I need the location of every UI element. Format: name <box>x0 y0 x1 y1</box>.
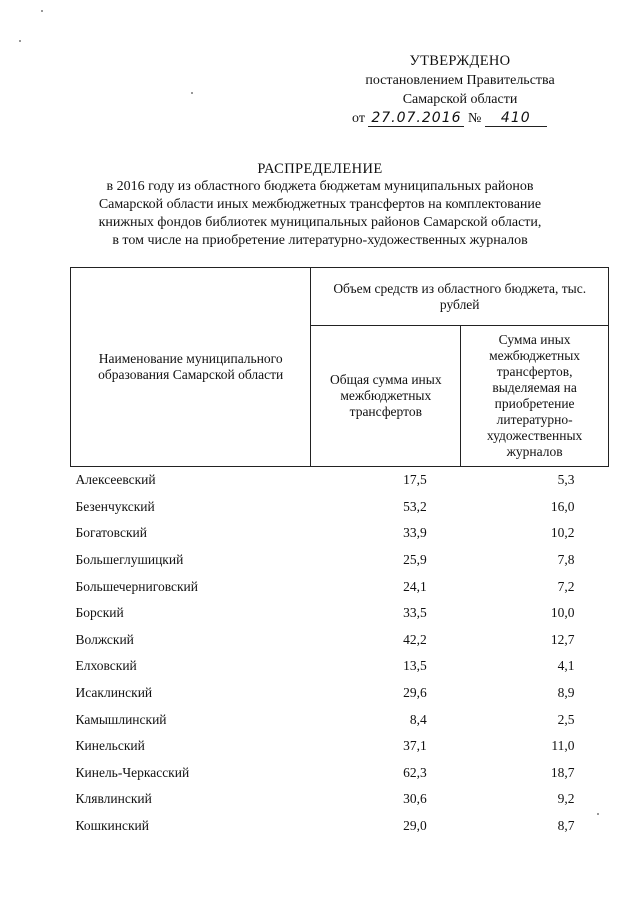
table-row <box>71 520 609 547</box>
title-line-4: в том числе на приобретение литературно-художественных журналов <box>112 233 528 248</box>
district-name: Исаклинский <box>75 685 153 701</box>
approval-date-line <box>330 109 590 128</box>
total-amount: 30,6 <box>403 791 427 807</box>
number-label: № <box>467 111 482 126</box>
approval-title: УТВЕРЖДЕНО <box>409 53 511 69</box>
table-row <box>71 573 609 600</box>
district-name: Елховский <box>75 658 137 674</box>
header-volume: Объем средств из областного бюджета, тыс. рублей <box>311 268 609 326</box>
approval-block <box>330 52 590 128</box>
table-row <box>71 600 609 627</box>
district-name: Алексеевский <box>75 472 156 488</box>
title-line-2: Самарской области иных межбюджетных трансфертов на комплектование <box>98 197 542 212</box>
magazines-amount: 8,9 <box>557 685 575 701</box>
magazines-amount: 10,2 <box>550 525 575 541</box>
handwritten-date: 27.07.2016 <box>368 111 464 127</box>
total-amount: 25,9 <box>403 552 427 568</box>
approval-by-line: постановлением Правительства <box>365 73 555 88</box>
approval-region-line: Самарской области <box>402 92 518 107</box>
total-amount: 33,9 <box>403 525 427 541</box>
table-row <box>71 467 609 494</box>
district-name: Кошкинский <box>75 818 149 834</box>
table-row <box>71 627 609 654</box>
magazines-amount: 8,7 <box>557 818 575 834</box>
total-amount: 42,2 <box>403 631 427 647</box>
table-row <box>71 813 609 840</box>
table-row <box>71 680 609 707</box>
magazines-amount: 4,1 <box>557 658 575 674</box>
district-name: Богатовский <box>75 525 147 541</box>
magazines-amount: 9,2 <box>557 791 575 807</box>
magazines-amount: 7,2 <box>557 578 575 594</box>
district-name: Кинельский <box>75 738 145 754</box>
total-amount: 24,1 <box>403 578 427 594</box>
scan-speck <box>191 92 193 94</box>
title-line-1: в 2016 году из областного бюджета бюджетам муниципальных районов <box>106 179 534 194</box>
header-total: Общая сумма иных межбюджетных трансфертов <box>311 326 461 467</box>
magazines-amount: 18,7 <box>550 764 575 780</box>
document-title <box>60 160 580 250</box>
magazines-amount: 12,7 <box>550 631 575 647</box>
magazines-amount: 10,0 <box>550 605 575 621</box>
table-row <box>71 786 609 813</box>
district-name: Камышлинский <box>75 711 167 727</box>
magazines-amount: 2,5 <box>557 711 575 727</box>
district-name: Большеглушицкий <box>75 552 184 568</box>
table-row <box>71 653 609 680</box>
district-name: Клявлинский <box>75 791 152 807</box>
total-amount: 17,5 <box>403 472 427 488</box>
table-row <box>71 733 609 760</box>
scan-speck <box>19 40 21 42</box>
total-amount: 29,0 <box>403 818 427 834</box>
magazines-amount: 11,0 <box>551 738 575 754</box>
total-amount: 33,5 <box>403 605 427 621</box>
magazines-amount: 5,3 <box>557 472 575 488</box>
magazines-amount: 7,8 <box>557 552 575 568</box>
distribution-table <box>70 267 609 839</box>
header-name: Наименование муниципального образования Самарской области <box>71 268 311 467</box>
table-row <box>71 706 609 733</box>
total-amount: 29,6 <box>403 685 427 701</box>
scan-speck <box>41 10 43 12</box>
total-amount: 13,5 <box>403 658 427 674</box>
district-name: Безенчукский <box>75 498 155 514</box>
district-name: Борский <box>75 605 124 621</box>
table-row <box>71 547 609 574</box>
title-line-3: книжных фондов библиотек муниципальных районов Самарской области, <box>98 215 542 230</box>
table-row <box>71 760 609 787</box>
header-magazines: Сумма иных межбюджетных трансфертов, выделяемая на приобретение литературно-художественных журналов <box>461 326 609 467</box>
district-name: Большечерниговский <box>75 578 198 594</box>
title-heading: РАСПРЕДЕЛЕНИЕ <box>257 161 383 177</box>
magazines-amount: 16,0 <box>550 498 575 514</box>
handwritten-number: 410 <box>485 111 547 127</box>
total-amount: 37,1 <box>403 738 427 754</box>
total-amount: 53,2 <box>403 498 427 514</box>
district-name: Волжский <box>75 631 134 647</box>
from-label: от <box>352 111 365 126</box>
table-row <box>71 494 609 521</box>
total-amount: 62,3 <box>403 764 427 780</box>
district-name: Кинель-Черкасский <box>75 764 190 780</box>
total-amount: 8,4 <box>409 711 427 727</box>
